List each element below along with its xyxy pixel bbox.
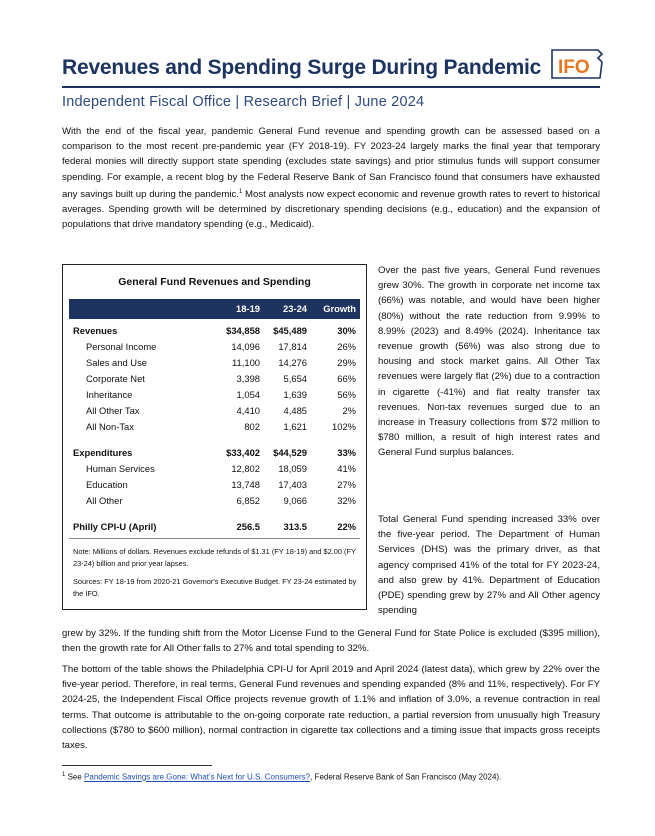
table-row: Philly CPI-U (April) 256.5 313.5 22%: [73, 521, 356, 532]
logo-text: IFO: [558, 57, 590, 78]
cpi-paragraph: The bottom of the table shows the Philadelphia CPI-U for April 2019 and April 2024 (latest data), which grew by 22% over the five-year period. Therefore, in real terms, General Fund revenues and spending expanded (8% and 11%, respectively). For FY 2024-25, the Independent Fiscal Office projects revenue growth of 1.1% and inflation of 3.0%, a revenue contraction in real terms. That outcome is attributable to the on-going corporate rate reduction, a partial reversion from unusually high Treasury collections ($780 to $600 million), normal contraction in cigarette tax collections and a timing issue that impacts gross receipts taxes.: [62, 664, 600, 752]
footnote-rule: [62, 765, 212, 766]
table-row: All Other Tax 4,410 4,485 2%: [86, 405, 356, 416]
table-note: Note: Millions of dollars. Revenues exclude refunds of $1.31 (FY 18-19) and $2.00 (FY 23-24) billion and prior year lapses.: [73, 547, 356, 568]
table-row: All Other 6,852 9,066 32%: [86, 495, 356, 506]
spending-paragraph: Total General Fund spending increased 33% over the five-year period. The Department of Human Services (DHS) was the primary driver, as that agency comprised 41% of the total for FY 2023-24, and also grew by 41%. Department of Education (PDE) spending grew by 27% and All Other agency spending: [378, 514, 600, 617]
table-row: Inheritance 1,054 1,639 56%: [86, 389, 356, 400]
table-title: General Fund Revenues and Spending: [118, 276, 311, 288]
table-row: Corporate Net 3,398 5,654 66%: [86, 373, 356, 384]
page-title: Revenues and Spending Surge During Pandemic: [62, 56, 542, 79]
table-header-row: 18-19 23-24 Growth: [69, 299, 360, 319]
footnote: $^1$ See Pandemic Savings are Gone: What's Next for U.S. Consumers?, Federal Reserve Bank of San Francisco (May 2024).: [62, 772, 502, 782]
table-row: Education 13,748 17,403 27%: [86, 479, 356, 490]
table-row: All Non-Tax 802 1,621 102%: [86, 421, 356, 432]
table-row: Expenditures $33,402 $44,529 33%: [73, 447, 356, 458]
ifo-logo: [546, 44, 606, 84]
title-rule: [62, 86, 600, 88]
table-row: Revenues $34,858 $45,489 30%: [73, 325, 356, 336]
revenue-paragraph: Over the past five years, General Fund revenues grew 30%. The growth in corporate net income tax (66%) was notable, and would have been higher (80%) without the rate reduction from 9.99% to 8.99% (2023) and 8.49% (2024). Inheritance tax revenue growth (56%) was also strong due to housing and stock market gains. All Other Tax revenues were largely flat (2%) due to a contraction in cigarette (-41%) and flat realty transfer tax revenues. Non-tax revenues surged due to an increase in Treasury collections from $72 million to $780 million, a result of high interest rates and General Fund surplus balances.: [378, 265, 600, 459]
table-sources: Sources: FY 18-19 from 2020-21 Governor's Executive Budget. FY 23-24 estimated by the IFO.: [73, 577, 357, 598]
table-row: Human Services 12,802 18,059 41%: [86, 463, 356, 474]
table-divider: [69, 538, 360, 539]
table-row: Sales and Use 11,100 14,276 29%: [86, 357, 356, 368]
spending-paragraph-continued: grew by 32%. If the funding shift from the Motor License Fund to the General Fund for State Police is excluded ($395 million), then the growth rate for All Other falls to 27% and total spending to 32%.: [62, 628, 600, 655]
table-row: Personal Income 14,096 17,814 26%: [86, 341, 356, 352]
footnote-link[interactable]: Pandemic Savings are Gone: What's Next for U.S. Consumers?: [84, 772, 311, 782]
intro-paragraph: With the end of the fiscal year, pandemic General Fund revenue and spending growth can be assessed based on a comparison to the most recent pre-pandemic year (FY 2018-19). FY 2023-24 largely marks the final year that temporary federal monies will directly support state spending (excludes state savings) and prior stimulus funds will support consumer spending. For example, a recent blog by the Federal Reserve Bank of San Francisco found that consumers have exhausted any savings built up during the pandemic.$^1$ Most analysts now expect economic and revenue growth rates to revert to historical averages. Spending growth will be determined by discretionary spending decisions (e.g., education) and the expansion of populations that drive mandatory spending (e.g., Medicaid).: [62, 126, 600, 231]
subtitle: Independent Fiscal Office | Research Brief | June 2024: [62, 94, 425, 110]
revenue-spending-table: [62, 264, 367, 610]
